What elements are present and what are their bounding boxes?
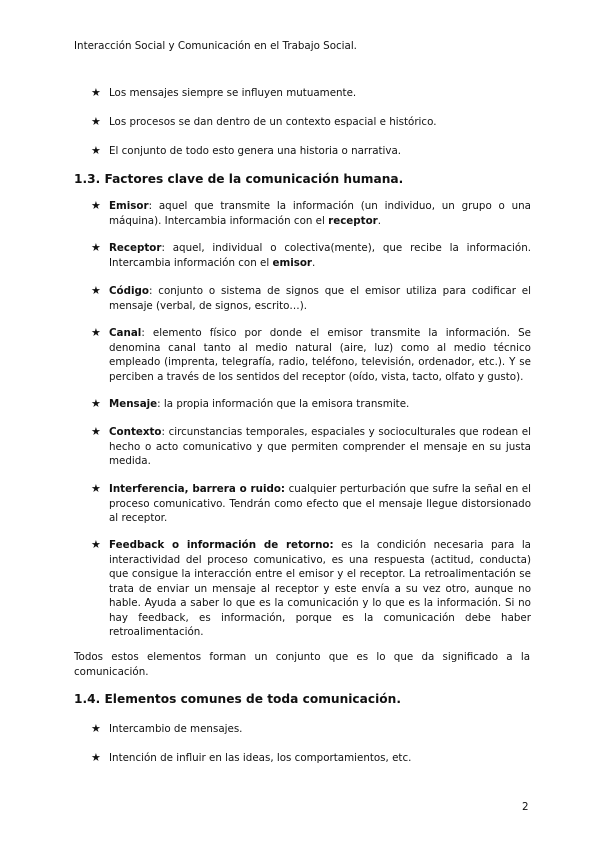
list-item-feedback: ★ Feedback o información de retorno: es la condición necesaria para la interactividad del proceso comunicativo, es una respuesta (actitud, conducta) que consigue la interacción entre el emisor y el receptor. La retroalimentación se trata de enviar un mensaje al receptor y este envía a su vez otro, aunque no hable. Ayuda a saber lo que es la comunicación y lo que es la información. Si no hay feedback, es información, porque es la comunicación debe haber retroalimentación.	[91, 538, 531, 638]
list-item: ★ Intención de influir en las ideas, los comportamientos, etc.	[91, 751, 412, 764]
star-bullet-icon: ★	[91, 397, 101, 410]
list-item: ★ El conjunto de todo esto genera una historia o narrativa.	[91, 144, 402, 157]
list-item-canal: ★ Canal: elemento físico por donde el emisor transmite la información. Se denomina canal tanto al medio natural (aire, luz) como al medio técnico empleado (imprenta, telegrafía, radio, teléfono, televisión, ordenador, etc.). Y se perciben a través de los sentidos del receptor (oído, vista, tacto, olfato y gusto).	[91, 326, 531, 383]
section-heading-1-4: 1.4. Elementos comunes de toda comunicación.	[74, 692, 401, 706]
star-bullet-icon: ★	[91, 144, 101, 157]
star-bullet-icon: ★	[91, 425, 101, 438]
list-item-receptor: ★ Receptor: aquel, individual o colectiva(mente), que recibe la información. Intercambia información con el emisor.	[91, 241, 531, 269]
star-bullet-icon: ★	[91, 86, 101, 99]
list-item: ★ Intercambio de mensajes.	[91, 722, 243, 735]
star-bullet-icon: ★	[91, 284, 101, 297]
star-bullet-icon: ★	[91, 199, 101, 212]
page-number: 2	[522, 801, 529, 813]
list-item-emisor: ★ Emisor: aquel que transmite la información (un individuo, un grupo o una máquina). Intercambia información con el receptor.	[91, 199, 531, 227]
star-bullet-icon: ★	[91, 115, 101, 128]
list-item-contexto: ★ Contexto: circunstancias temporales, espaciales y socioculturales que rodean el hecho o acto comunicativo y que permiten comprender el mensaje en su justa medida.	[91, 425, 531, 467]
star-bullet-icon: ★	[91, 482, 101, 495]
star-bullet-icon: ★	[91, 326, 101, 339]
list-item-mensaje: ★ Mensaje: la propia información que la emisora transmite.	[91, 397, 410, 410]
list-item: ★ Los mensajes siempre se influyen mutuamente.	[91, 86, 357, 99]
section-heading-1-3: 1.3. Factores clave de la comunicación humana.	[74, 172, 404, 186]
list-item: ★ Los procesos se dan dentro de un contexto espacial e histórico.	[91, 115, 437, 128]
star-bullet-icon: ★	[91, 241, 101, 254]
page-header: Interacción Social y Comunicación en el Trabajo Social.	[74, 40, 357, 52]
star-bullet-icon: ★	[91, 751, 101, 764]
list-item-codigo: ★ Código: conjunto o sistema de signos que el emisor utiliza para codificar el mensaje (verbal, de signos, escrito…).	[91, 284, 531, 312]
star-bullet-icon: ★	[91, 722, 101, 735]
list-item-interferencia: ★ Interferencia, barrera o ruido: cualquier perturbación que sufre la señal en el proceso comunicativo. Tendrán como efecto que el mensaje llegue distorsionado al receptor.	[91, 482, 531, 524]
star-bullet-icon: ★	[91, 538, 101, 551]
summary-paragraph: Todos estos elementos forman un conjunto que es lo que da significado a la comunicación.	[74, 651, 530, 678]
